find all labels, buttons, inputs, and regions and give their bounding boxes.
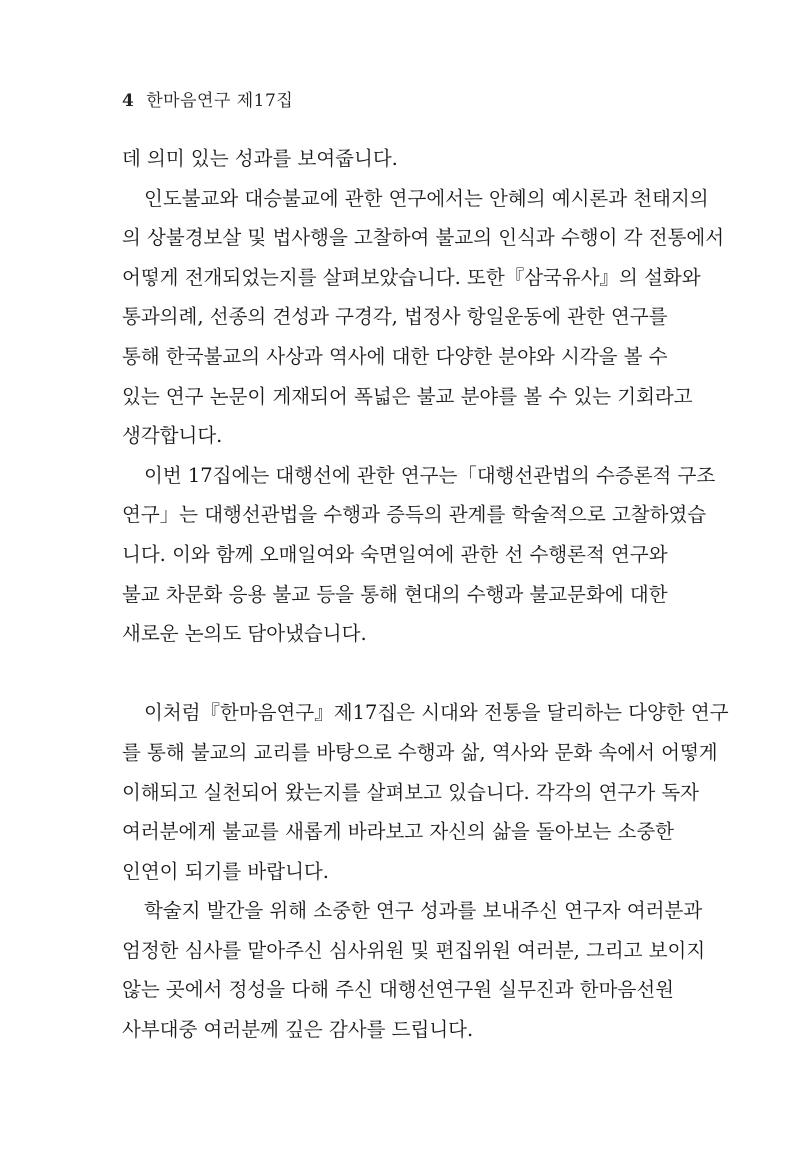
text-line: 인도불교와 대승불교에 관한 연구에서는 안혜의 예시론과 천태지의: [144, 186, 709, 210]
running-header: [122, 86, 293, 111]
page-number: 4: [122, 91, 135, 111]
text-line: 어떻게 전개되었는지를 살펴보았습니다. 또한『삼국유사』의 설화와: [122, 265, 701, 289]
paragraph: [122, 139, 678, 179]
paragraph: [122, 179, 725, 456]
text-line: 데 의미 있는 성과를 보여줍니다.: [122, 147, 398, 170]
text-line: 통과의례, 선종의 견성과 구경각, 법정사 항일운동에 관한 연구를: [122, 305, 668, 329]
text-line: 통해 한국불교의 사상과 역사에 대한 다양한 분야와 시각을 볼 수: [122, 344, 668, 368]
text-line: 엄정한 심사를 맡아주신 심사위원 및 편집위원 여러분, 그리고 보이지: [122, 938, 706, 962]
text-line: 여러분에게 불교를 새롭게 바라보고 자신의 삶을 돌아보는 소중한: [122, 820, 674, 844]
paragraph: [122, 693, 729, 891]
paragraph: [122, 891, 706, 1049]
text-line: 이해되고 실천되어 왔는지를 살펴보고 있습니다. 각각의 연구가 독자: [122, 780, 700, 804]
paragraph: [122, 456, 716, 654]
text-line: 니다. 이와 함께 오매일여와 숙면일여에 관한 선 수행론적 연구와: [122, 542, 668, 566]
text-line: 학술지 발간을 위해 소중한 연구 성과를 보내주신 연구자 여러분과: [144, 899, 703, 923]
text-line: 사부대중 여러분께 깊은 감사를 드립니다.: [122, 1018, 474, 1042]
text-line: 새로운 논의도 담아냈습니다.: [122, 622, 367, 646]
text-line: 않는 곳에서 정성을 다해 주신 대행선연구원 실무진과 한마음선원: [122, 978, 674, 1002]
paragraph-gap: [122, 654, 678, 694]
text-line: 인연이 되기를 바랍니다.: [122, 859, 329, 883]
text-line: 불교 차문화 응용 불교 등을 통해 현대의 수행과 불교문화에 대한: [122, 582, 668, 606]
text-line: 의 상불경보살 및 법사행을 고찰하여 불교의 인식과 수행이 각 전통에서: [122, 226, 725, 250]
text-line: 있는 연구 논문이 게재되어 폭넓은 불교 분야를 볼 수 있는 기회라고: [122, 384, 693, 408]
text-line: 생각합니다.: [122, 424, 223, 448]
text-line: 이번 17집에는 대행선에 관한 연구는「대행선관법의 수증론적 구조: [144, 463, 716, 487]
text-line: 연구」는 대행선관법을 수행과 증득의 관계를 학술적으로 고찰하였습: [122, 503, 707, 527]
body-text: [122, 139, 729, 1050]
text-line: 를 통해 불교의 교리를 바탕으로 수행과 삶, 역사와 문화 속에서 어떻게: [122, 740, 718, 764]
text-line: 이처럼『한마음연구』제17집은 시대와 전통을 달리하는 다양한 연구: [144, 701, 729, 725]
journal-title: 한마음연구 제17집: [146, 91, 294, 111]
